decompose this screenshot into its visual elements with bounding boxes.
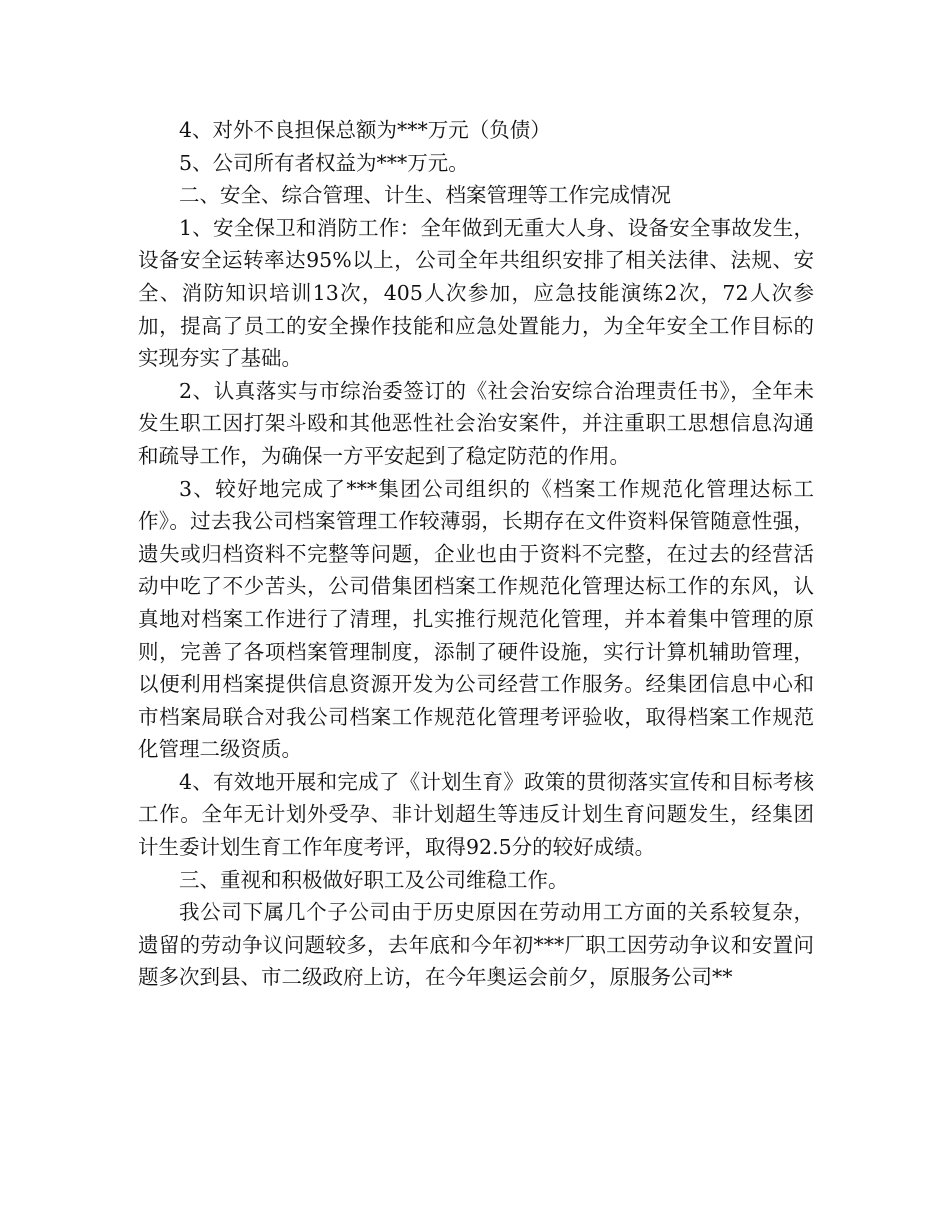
paragraph-equity: 5、公司所有者权益为***万元。 [179,150,469,175]
section-heading-2: 二、安全、综合管理、计生、档案管理等工作完成情况 [179,183,671,208]
paragraph-archives: 3、较好地完成了***集团公司组织的《档案工作规范化管理达标工作》。过去我公司档案管理工作较薄弱，长期存在文件资料保管随意性强，遗失或归档资料不完整等问题，企业也由于资料不完整，在过去的经营活动中吃了不少苦头，公司借集团档案工作规范化管理达标工作的东风，认真地对档案工作进行了清理，扎实推行规范化管理，并本着集中管理的原则，完善了各项档案管理制度，添制了硬件设施，实行计算机辅助管理，以便利用档案提供信息资源开发为公司经营工作服务。经集团信息中心和市档案局联合对我公司档案工作规范化管理考评验收，取得档案工作规范化管理二级资质。 [138,476,814,762]
document-body [138,114,814,994]
paragraph-stability: 我公司下属几个子公司由于历史原因在劳动用工方面的关系较复杂，遗留的劳动争议问题较多，去年底和今年初***厂职工因劳动争议和安置问题多次到县、市二级政府上访，在今年奥运会前夕，原服务公司** [138,900,814,990]
paragraph-public-order: 2、认真落实与市综治委签订的《社会治安综合治理责任书》，全年未发生职工因打架斗殴和其他恶性社会治安案件，并注重职工思想信息沟通和疏导工作，为确保一方平安起到了稳定防范的作用。 [138,378,814,468]
section-heading-3: 三、重视和积极做好职工及公司维稳工作。 [179,867,569,892]
paragraph-safety: 1、安全保卫和消防工作：全年做到无重大人身、设备安全事故发生，设备安全运转率达95%以上，公司全年共组织安排了相关法律、法规、安全、消防知识培训13次，405人次参加，应急技能演练2次，72人次参加，提高了员工的安全操作技能和应急处置能力，为全年安全工作目标的实现夯实了基础。 [138,215,814,371]
paragraph-liability: 4、对外不良担保总额为***万元（负债） [179,118,551,142]
paragraph-family-planning: 4、有效地开展和完成了《计划生育》政策的贯彻落实宣传和目标考核工作。全年无计划外受孕、非计划超生等违反计划生育问题发生，经集团计生委计划生育工作年度考评，取得92.5分的较好成绩。 [138,769,814,860]
